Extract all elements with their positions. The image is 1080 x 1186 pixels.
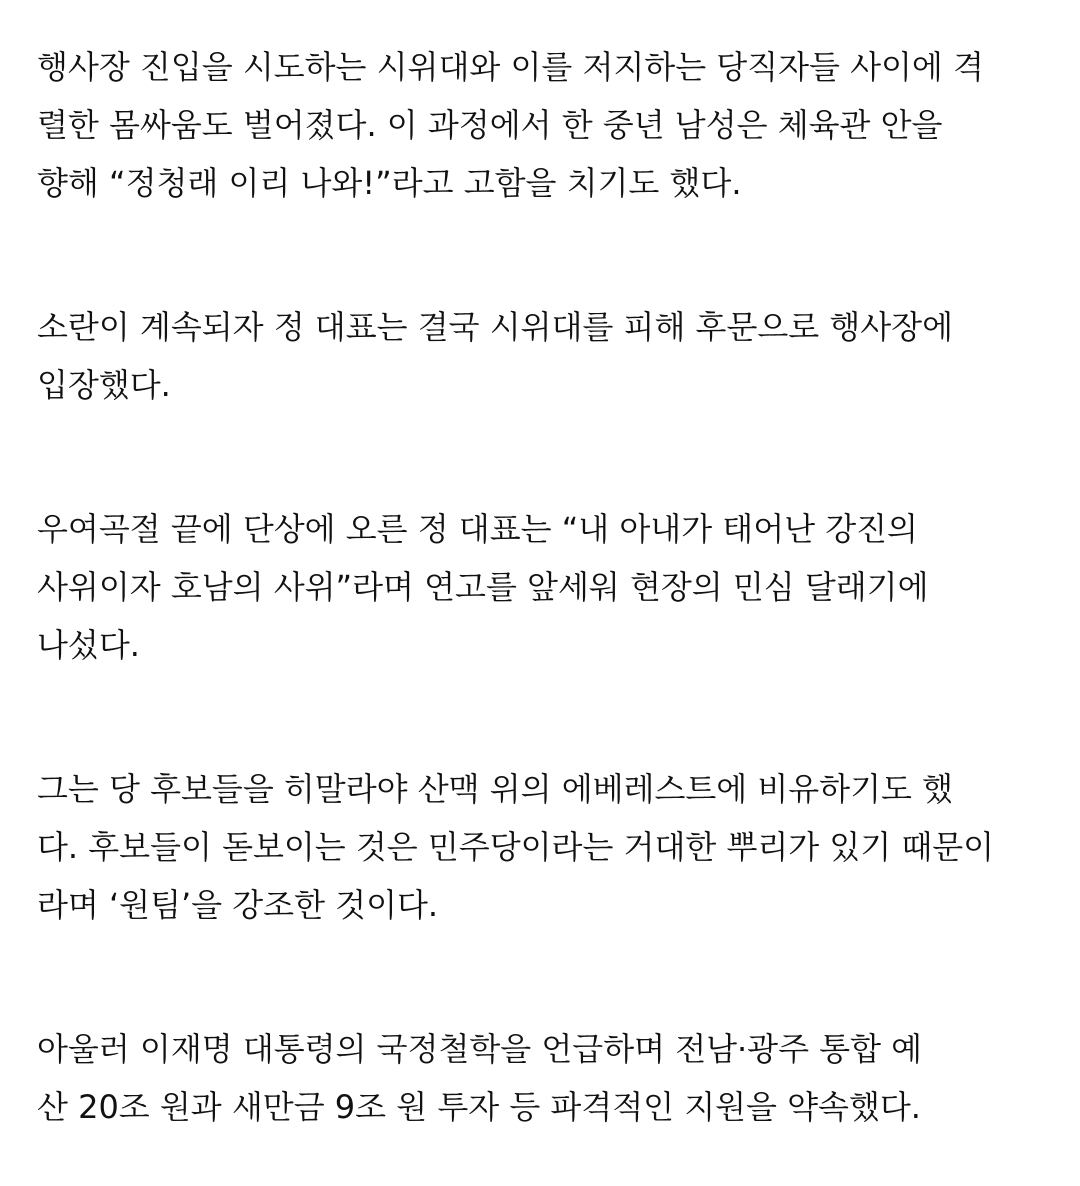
text-line: 아울러 이재명 대통령의 국정철학을 언급하며 전남·광주 통합 예 <box>37 1030 923 1068</box>
paragraph-spacer <box>37 212 1057 298</box>
paragraph-spacer <box>37 414 1057 500</box>
paragraph-spacer <box>37 934 1057 1020</box>
text-line: 라며 ‘원팀’을 강조한 것이다. <box>37 886 439 924</box>
text-line: 렬한 몸싸움도 벌어졌다. 이 과정에서 한 중년 남성은 체육관 안을 <box>37 106 943 144</box>
text-line: 입장했다. <box>37 366 171 404</box>
text-line: 사위이자 호남의 사위”라며 연고를 앞세워 현장의 민심 달래기에 <box>37 568 929 606</box>
paragraph-3 <box>37 500 1057 674</box>
article-body <box>37 38 1057 1136</box>
text-line: 다. 후보들이 돋보이는 것은 민주당이라는 거대한 뿌리가 있기 때문이 <box>37 828 995 866</box>
text-line: 행사장 진입을 시도하는 시위대와 이를 저지하는 당직자들 사이에 격 <box>37 48 984 86</box>
paragraph-5 <box>37 1020 1057 1136</box>
text-line: 나섰다. <box>37 626 140 664</box>
paragraph-spacer <box>37 674 1057 760</box>
text-line: 그는 당 후보들을 히말라야 산맥 위의 에베레스트에 비유하기도 했 <box>37 770 954 808</box>
text-line: 산 20조 원과 새만금 9조 원 투자 등 파격적인 지원을 약속했다. <box>37 1088 921 1126</box>
text-line: 향해 “정청래 이리 나와!”라고 고함을 치기도 했다. <box>37 164 742 202</box>
text-line: 소란이 계속되자 정 대표는 결국 시위대를 피해 후문으로 행사장에 <box>37 308 954 346</box>
text-line: 우여곡절 끝에 단상에 오른 정 대표는 “내 아내가 태어난 강진의 <box>37 510 918 548</box>
paragraph-4 <box>37 760 1057 934</box>
paragraph-2 <box>37 298 1057 414</box>
paragraph-1 <box>37 38 1057 212</box>
